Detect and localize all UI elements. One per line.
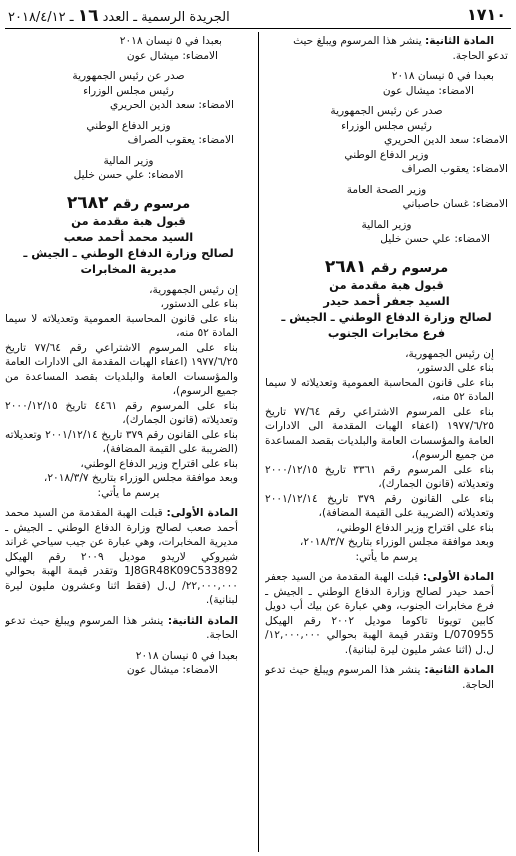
signature-pm: الامضاء: سعد الدين الحريري — [384, 134, 508, 146]
issued-from: صدر عن رئيس الجمهورية — [72, 70, 185, 82]
article-2 — [5, 614, 252, 643]
article-1-label: المادة الأولى: — [422, 571, 494, 583]
preamble-line: إن رئيس الجمهورية، — [405, 347, 494, 360]
header-rule — [5, 28, 511, 29]
preamble-line: بناء على القانون رقم ٣٧٩ تاريخ ٢٠٠١/١٢/١٤ وتعديلاته (الضريبة على القيمة المضافة)، — [5, 428, 238, 455]
decree-title-label: مرسوم رقم — [370, 260, 449, 276]
decree-number: ٢٦٨١ — [324, 256, 367, 277]
running-head — [8, 6, 230, 26]
signature-president: الامضاء: ميشال عون — [126, 49, 218, 62]
page-number: ١٧١٠ — [466, 5, 506, 24]
decree-heading-3: لصالح وزارة الدفاع الوطني ـ الجيش ـ — [23, 245, 234, 260]
preamble-line: بناء على قانون المحاسبة العمومية وتعديلاته لا سيما المادة ٥٢ منه، — [5, 312, 238, 339]
finance-minister-title: وزير المالية — [361, 218, 412, 231]
decree-heading-2: السيد محمد أحمد صعب — [63, 229, 194, 244]
signature-finance: الامضاء: علي حسن خليل — [73, 169, 184, 181]
decree-title — [265, 256, 508, 277]
defense-minister-title: وزير الدفاع الوطني — [86, 119, 171, 132]
article-2-label: المادة الثانية: — [167, 614, 239, 627]
article-2-label: المادة الثانية: — [424, 664, 494, 676]
preamble-line: بناء على الدستور، — [160, 298, 238, 310]
top-article-text-1: ينشر هذا المرسوم ويبلغ حيث — [293, 35, 422, 47]
issue-number: ١٦ — [77, 6, 99, 26]
preamble-line: إن رئيس الجمهورية، — [149, 283, 238, 296]
health-minister-title: وزير الصحة العامة — [346, 183, 427, 196]
decree-heading-1: قبول هبة مقدمة من — [329, 277, 444, 292]
preamble-line: بناء على القانون رقم ٣٧٩ تاريخ ٢٠٠١/١٢/١٤ وتعديلاته (الضريبة على القيمة المضافة)، — [265, 492, 494, 519]
article-1 — [5, 506, 252, 608]
top-article-text-2: تدعو الحاجة. — [452, 49, 508, 62]
decree-heading-2: السيد جعفر أحمد حيدر — [323, 293, 450, 308]
decree-heading-3: لصالح وزارة الدفاع الوطني ـ الجيش ـ — [281, 309, 492, 324]
decrees-line: يرسم ما يأتي: — [355, 550, 418, 563]
article-2 — [265, 663, 508, 692]
signature-president: الامضاء: ميشال عون — [382, 84, 474, 97]
top-article-label: المادة الثانية: — [425, 35, 494, 47]
right-column — [265, 34, 508, 854]
column-divider — [258, 32, 259, 852]
signature-defense: الامضاء: يعقوب الصراف — [127, 134, 234, 146]
preamble-line: بناء على الدستور، — [416, 362, 494, 374]
left-column — [5, 34, 252, 854]
decree-heading-1: قبول هبة مقدمة من — [71, 213, 186, 228]
article-2-text: ينشر هذا المرسوم ويبلغ حيث تدعو الحاجة. — [5, 614, 238, 641]
decrees-line: يرسم ما يأتي: — [97, 486, 160, 499]
finance-minister-title: وزير المالية — [103, 154, 154, 167]
article-1 — [265, 570, 508, 657]
signing-date-2: بعبدا في ٥ نيسان ٢٠١٨ — [135, 649, 238, 662]
signature-finance: الامضاء: علي حسن خليل — [380, 233, 490, 245]
article-1-text: قبلت الهبة المقدمة من السيد محمد أحمد صعب لصالح وزارة الدفاع الوطني ـ الجيش ـ مديرية المخابرات، وهي عبارة عن جيب سياحي غراند شيروكي لاريدو موديل ٢٠٠٩ رقم الهيكل 1J8GR48K09C533892 وتقدر قيمة الهبة بحوالي ٢٢,٠٠٠,٠٠٠/ ل.ل (فقط اثنا وعشرون مليون ليرة لبنانية). — [5, 507, 238, 606]
decree-number: ٢٦٨٢ — [66, 192, 109, 213]
top-article — [265, 34, 508, 49]
decree-title-label: مرسوم رقم — [112, 196, 191, 212]
signature-health: الامضاء: غسان حاصباني — [402, 198, 508, 210]
signature-president-2: الامضاء: ميشال عون — [126, 664, 218, 676]
preamble-line: بناء على قانون المحاسبة العمومية وتعديلاته لا سيما المادة ٥٢ منه، — [265, 376, 494, 403]
pm-title: رئيس مجلس الوزراء — [83, 84, 174, 97]
article-1-text: قبلت الهبة المقدمة من السيد جعفر أحمد حيدر لصالح وزارة الدفاع الوطني ـ الجيش ـ فرع مخابرات الجنوب، وهي عبارة عن بيك أب دويل كابين تويوتا تاكوما موديل ٢٠٠٢ رقم الهيكل L/070955 وتقدر قيمة الهبة بحوالي ١٢,٠٠٠,٠٠٠/ل.ل (اثنا عشر مليون ليرة لبنانية). — [265, 571, 494, 656]
preamble-line: بناء على اقتراح وزير الدفاع الوطني، — [336, 521, 494, 534]
preamble-line: وبعد موافقة مجلس الوزراء بتاريخ ٢٠١٨/٣/٧، — [299, 536, 494, 548]
article-2-text: ينشر هذا المرسوم ويبلغ حيث تدعو الحاجة. — [265, 664, 494, 691]
preamble-line: بناء على المرسوم رقم ٤٤٦١ تاريخ ٢٠٠٠/١٢/١٥ وتعديلاته (قانون الجمارك)، — [5, 399, 238, 426]
preamble-line: بناء على اقتراح وزير الدفاع الوطني، — [80, 457, 238, 470]
preamble-line: بناء على المرسوم الاشتراعي رقم ٧٧/٦٤ تاريخ ١٩٧٧/٦/٢٥ (اعفاء الهبات المقدمة الى الادارات العامة والمؤسسات العامة والبلديات بقصد المساعدة من جميع الرسوم)، — [265, 405, 494, 461]
article-1-label: المادة الأولى: — [166, 507, 239, 519]
decree-heading-4: فرع مخابرات الجنوب — [327, 325, 446, 340]
signing-date: بعبدا في ٥ نيسان ٢٠١٨ — [391, 70, 494, 82]
signature-pm: الامضاء: سعد الدين الحريري — [110, 99, 234, 111]
decree-heading-4: مديرية المخابرات — [80, 261, 177, 276]
decree-title — [5, 192, 252, 213]
preamble-line: بناء على المرسوم الاشتراعي رقم ٧٧/٦٤ تاريخ ١٩٧٧/٦/٢٥ (اعفاء الهبات المقدمة الى الادارات العامة والمؤسسات العامة والبلديات بقصد المساعدة من جميع الرسوم)، — [5, 341, 238, 397]
issue-date: ـ ٢٠١٨/٤/١٢ — [8, 10, 74, 25]
preamble-line: وبعد موافقة مجلس الوزراء بتاريخ ٢٠١٨/٣/٧، — [43, 472, 238, 484]
preamble-line: بناء على المرسوم رقم ٣٣٦١ تاريخ ٢٠٠٠/١٢/١٥ وتعديلاته (قانون الجمارك)، — [265, 463, 494, 490]
issued-from: صدر عن رئيس الجمهورية — [330, 105, 443, 117]
page-header — [6, 4, 510, 28]
pm-title: رئيس مجلس الوزراء — [341, 119, 432, 132]
signature-defense: الامضاء: يعقوب الصراف — [401, 163, 508, 175]
signing-date: بعبدا في ٥ نيسان ٢٠١٨ — [119, 35, 222, 47]
running-head-title: الجريدة الرسمية ـ العدد — [102, 10, 230, 25]
defense-minister-title: وزير الدفاع الوطني — [344, 148, 429, 161]
